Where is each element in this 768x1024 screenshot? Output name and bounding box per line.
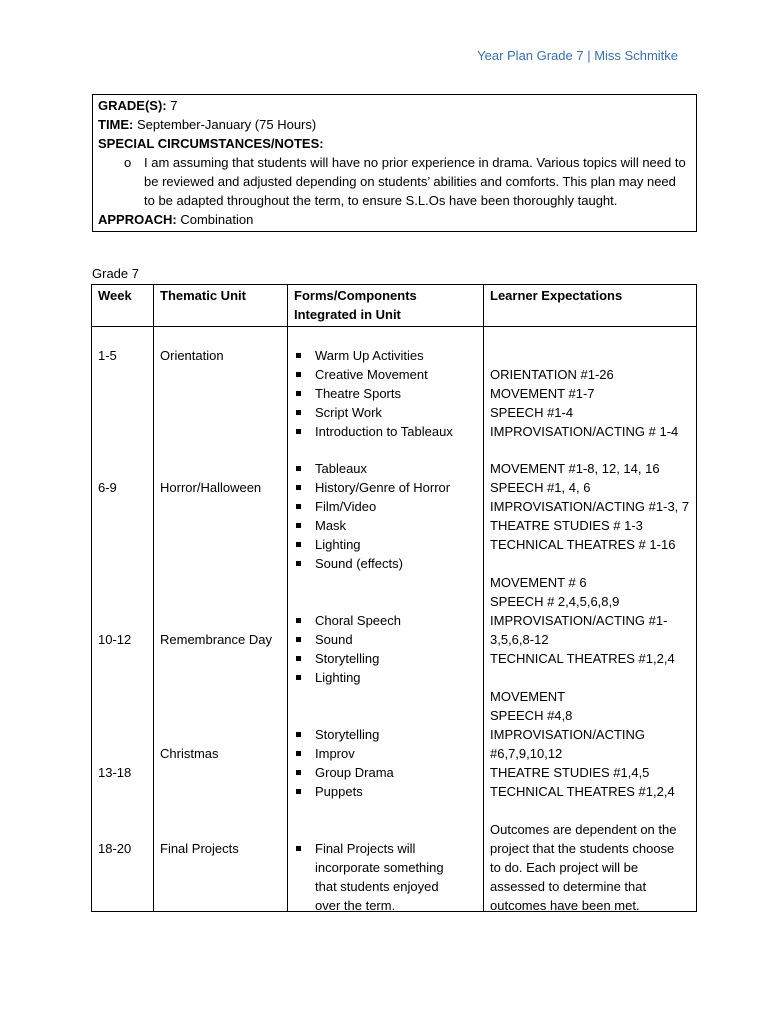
- component-item: [294, 630, 481, 649]
- expectation-line: to do. Each project will be: [490, 860, 639, 875]
- unit-cell: Horror/Halloween: [160, 480, 262, 495]
- component-item-text: Storytelling: [315, 651, 380, 666]
- expectation-line: SPEECH #1-4: [490, 405, 574, 420]
- component-item: [294, 403, 481, 422]
- component-item-text: Sound (effects): [315, 556, 403, 571]
- unit-cell: Orientation: [160, 348, 224, 363]
- component-item: [294, 839, 481, 858]
- component-continuation: that students enjoyed: [315, 879, 439, 894]
- expectation-line: MOVEMENT #1-7: [490, 386, 595, 401]
- square-bullet-icon: [296, 561, 301, 566]
- expectation-line: project that the students choose: [490, 841, 675, 856]
- unit-column: [154, 327, 287, 911]
- square-bullet-icon: [296, 770, 301, 775]
- expectation-line: SPEECH # 2,4,5,6,8,9: [490, 594, 620, 609]
- expectation-line: assessed to determine that: [490, 879, 647, 894]
- unit-cell: Remembrance Day: [160, 632, 272, 647]
- week-column: [92, 327, 153, 911]
- expectation-line: ORIENTATION #1-26: [490, 367, 614, 382]
- component-item: [294, 782, 481, 801]
- week-cell: 10-12: [98, 632, 132, 647]
- component-item: [294, 668, 481, 687]
- square-bullet-icon: [296, 372, 301, 377]
- components-column: [288, 327, 483, 911]
- component-item-text: Storytelling: [315, 727, 380, 742]
- square-bullet-icon: [296, 353, 301, 358]
- page-header: Year Plan Grade 7 | Miss Schmitke: [477, 48, 678, 63]
- component-item-text: Theatre Sports: [315, 386, 401, 401]
- component-item: [294, 554, 481, 573]
- grade-heading: Grade 7: [92, 266, 139, 281]
- square-bullet-icon: [296, 675, 301, 680]
- square-bullet-icon: [296, 466, 301, 471]
- square-bullet-icon: [296, 410, 301, 415]
- approach-value: Combination: [180, 212, 254, 227]
- expectation-line: IMPROVISATION/ACTING #1-: [490, 613, 668, 628]
- unit-cell: Christmas: [160, 746, 219, 761]
- component-item: [294, 725, 481, 744]
- expectation-line: SPEECH #4,8: [490, 708, 573, 723]
- week-cell: 6-9: [98, 480, 117, 495]
- square-bullet-icon: [296, 732, 301, 737]
- component-item: [294, 422, 481, 441]
- grade-label: GRADE(S):: [98, 98, 167, 113]
- expectation-line: MOVEMENT # 6: [490, 575, 587, 590]
- component-item-text: History/Genre of Horror: [315, 480, 451, 495]
- component-item: [294, 611, 481, 630]
- square-bullet-icon: [296, 789, 301, 794]
- week-cell: 13-18: [98, 765, 132, 780]
- component-item: [294, 744, 481, 763]
- component-item-text: Final Projects will: [315, 841, 416, 856]
- approach-line: [98, 210, 690, 229]
- table-body-row: [92, 327, 697, 912]
- expectation-line: THEATRE STUDIES #1,4,5: [490, 765, 650, 780]
- column-header-components: Forms/Components Integrated in Unit: [288, 285, 484, 327]
- component-item: [294, 763, 481, 782]
- expectation-line: TECHNICAL THEATRES #1,2,4: [490, 651, 675, 666]
- component-continuation: incorporate something: [315, 860, 444, 875]
- component-item: [294, 497, 481, 516]
- column-header-unit: Thematic Unit: [154, 285, 288, 327]
- time-label: TIME:: [98, 117, 134, 132]
- square-bullet-icon: [296, 637, 301, 642]
- component-item: [294, 535, 481, 554]
- square-bullet-icon: [296, 846, 301, 851]
- square-bullet-icon: [296, 485, 301, 490]
- square-bullet-icon: [296, 751, 301, 756]
- unit-cell: Final Projects: [160, 841, 239, 856]
- component-item: [294, 384, 481, 403]
- component-item: [294, 459, 481, 478]
- component-item: [294, 649, 481, 668]
- component-item-text: Mask: [315, 518, 347, 533]
- component-item-text: Creative Movement: [315, 367, 428, 382]
- expectation-line: #6,7,9,10,12: [490, 746, 563, 761]
- time-line: [98, 115, 690, 134]
- square-bullet-icon: [296, 391, 301, 396]
- component-item: [294, 346, 481, 365]
- square-bullet-icon: [296, 504, 301, 509]
- expectation-line: TECHNICAL THEATRES # 1-16: [490, 537, 676, 552]
- course-info-box: [92, 94, 697, 232]
- column-header-expectations: Learner Expectations: [484, 285, 697, 327]
- time-value: September-January (75 Hours): [137, 117, 317, 132]
- notes-list: [98, 153, 690, 210]
- expectation-line: MOVEMENT #1-8, 12, 14, 16: [490, 461, 660, 476]
- component-item-text: Lighting: [315, 670, 361, 685]
- expectation-line: IMPROVISATION/ACTING # 1-4: [490, 424, 679, 439]
- component-item-text: Improv: [315, 746, 355, 761]
- expectation-line: Outcomes are dependent on the: [490, 822, 677, 837]
- component-item: [294, 478, 481, 497]
- notes-label: SPECIAL CIRCUMSTANCES/NOTES:: [98, 136, 324, 151]
- expectation-line: IMPROVISATION/ACTING: [490, 727, 646, 742]
- square-bullet-icon: [296, 523, 301, 528]
- expectation-line: THEATRE STUDIES # 1-3: [490, 518, 643, 533]
- component-item-text: Choral Speech: [315, 613, 401, 628]
- expectation-line: TECHNICAL THEATRES #1,2,4: [490, 784, 675, 799]
- component-item: [294, 516, 481, 535]
- component-item-text: Film/Video: [315, 499, 377, 514]
- expectation-line: SPEECH #1, 4, 6: [490, 480, 591, 495]
- notes-text: I am assuming that students will have no prior experience in drama. Various topics will need to be reviewed and adjusted depending on students’ abilities and comforts. This plan may need to be adapted throughout the term, to ensure S.L.Os have been thoroughly taught.: [144, 155, 686, 208]
- table-header-row: [92, 285, 697, 327]
- column-header-week: Week: [92, 285, 154, 327]
- component-item-text: Sound: [315, 632, 353, 647]
- square-bullet-icon: [296, 542, 301, 547]
- component-item-text: Warm Up Activities: [315, 348, 424, 363]
- year-plan-table: [91, 284, 697, 912]
- expectation-line: 3,5,6,8-12: [490, 632, 549, 647]
- week-cell: 18-20: [98, 841, 132, 856]
- expectations-column: [484, 327, 696, 911]
- approach-label: APPROACH:: [98, 212, 177, 227]
- component-item-text: Lighting: [315, 537, 361, 552]
- grade-line: [98, 96, 690, 115]
- notes-item: [124, 153, 690, 210]
- square-bullet-icon: [296, 656, 301, 661]
- expectation-line: MOVEMENT: [490, 689, 566, 704]
- component-item-text: Puppets: [315, 784, 363, 799]
- square-bullet-icon: [296, 618, 301, 623]
- component-item-text: Tableaux: [315, 461, 368, 476]
- component-item-text: Group Drama: [315, 765, 394, 780]
- component-item-text: Script Work: [315, 405, 382, 420]
- week-cell: 1-5: [98, 348, 117, 363]
- expectation-line: outcomes have been met.: [490, 898, 640, 913]
- component-item-text: Introduction to Tableaux: [315, 424, 453, 439]
- component-item: [294, 365, 481, 384]
- circle-bullet-icon: o: [124, 155, 132, 170]
- grade-value: 7: [170, 98, 178, 113]
- square-bullet-icon: [296, 429, 301, 434]
- component-continuation: over the term.: [315, 898, 396, 913]
- expectation-line: IMPROVISATION/ACTING #1-3, 7: [490, 499, 690, 514]
